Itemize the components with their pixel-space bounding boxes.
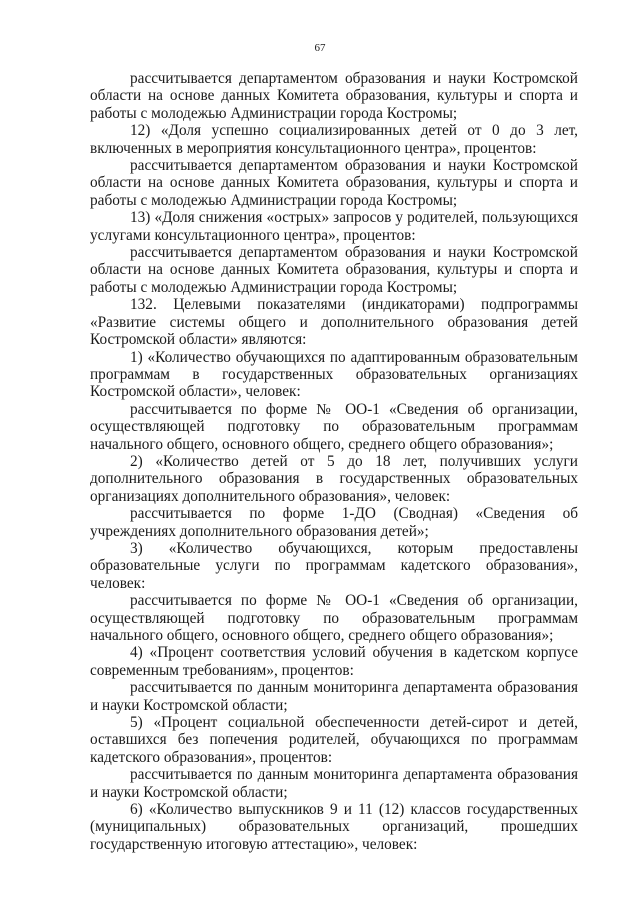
paragraph: рассчитывается департаментом образования и науки Костромской области на основе данных Комитета образования, культуры и спорта и работы с молодежью Администрации города Костромы; (90, 70, 578, 122)
paragraph: рассчитывается по форме № ОО-1 «Сведения об организации, осуществляющей подготовку по образовательным программам начального общего, основного общего, среднего общего образования»; (90, 592, 578, 644)
paragraph: рассчитывается по данным мониторинга департамента образования и науки Костромской области; (90, 679, 578, 714)
paragraph: 1) «Количество обучающихся по адаптированным образовательным программам в государственных образовательных организациях Костромской области», человек: (90, 348, 578, 401)
paragraph: 4) «Процент соответствия условий обучения в кадетском корпусе современным требованиям», процентов: (90, 644, 578, 679)
paragraph: рассчитывается департаментом образования и науки Костромской области на основе данных Комитета образования, культуры и спорта и работы с молодежью Администрации города Костромы; (90, 244, 578, 296)
paragraph: 12) «Доля успешно социализированных детей от 0 до 3 лет, включенных в мероприятия консультационного центра», процентов: (90, 122, 578, 157)
paragraph: рассчитывается департаментом образования и науки Костромской области на основе данных Комитета образования, культуры и спорта и работы с молодежью Администрации города Костромы; (90, 157, 578, 209)
paragraph: рассчитывается по форме 1-ДО (Сводная) «Сведения об учреждениях дополнительного образования детей»; (90, 505, 578, 540)
page-number: 67 (314, 42, 326, 54)
paragraph: 6) «Количество выпускников 9 и 11 (12) классов государственных (муниципальных) образовательных организаций, прошедших государственную итоговую аттестацию», человек: (90, 801, 578, 853)
document-body (90, 70, 578, 853)
paragraph: 5) «Процент социальной обеспеченности детей-сирот и детей, оставшихся без попечения родителей, обучающихся по программам кадетского образования», процентов: (90, 714, 578, 766)
paragraph: 3) «Количество обучающихся, которым предоставлены образовательные услуги по программам кадетского образования», человек: (90, 539, 578, 592)
paragraph: рассчитывается по данным мониторинга департамента образования и науки Костромской области; (90, 766, 578, 801)
paragraph: 13) «Доля снижения «острых» запросов у родителей, пользующихся услугами консультационного центра», процентов: (90, 209, 578, 244)
paragraph: 132. Целевыми показателями (индикаторами) подпрограммы «Развитие системы общего и дополнительного образования детей Костромской области» являются: (90, 296, 578, 349)
paragraph: рассчитывается по форме № ОО-1 «Сведения об организации, осуществляющей подготовку по образовательным программам начального общего, основного общего, среднего общего образования»; (90, 400, 578, 453)
paragraph: 2) «Количество детей от 5 до 18 лет, получивших услуги дополнительного образования в государственных образовательных организациях дополнительного образования», человек: (90, 452, 578, 505)
